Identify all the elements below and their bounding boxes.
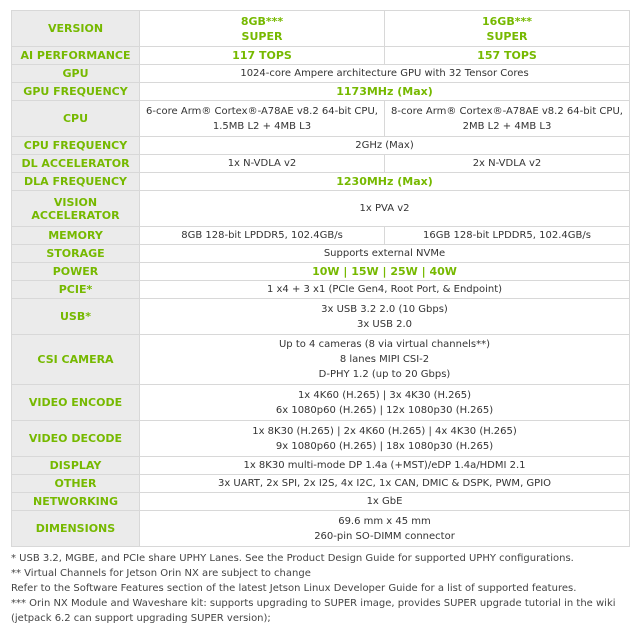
spec-row bbox=[12, 137, 630, 155]
footnote-line: * USB 3.2, MGBE, and PCIe share UPHY Lanes. See the Product Design Guide for supported UPHY configurations. bbox=[11, 553, 574, 564]
spec-value bbox=[140, 47, 385, 65]
spec-label: GPU bbox=[12, 65, 140, 83]
spec-label: VIDEO DECODE bbox=[12, 421, 140, 457]
spec-label: CPU bbox=[12, 101, 140, 137]
spec-value-line: 1x 8K30 multi-mode DP 1.4a (+MST)/eDP 1.4a/HDMI 2.1 bbox=[243, 460, 526, 471]
spec-label-line: ACCELERATOR bbox=[31, 208, 120, 222]
spec-row bbox=[12, 101, 630, 137]
spec-value-line: 69.6 mm x 45 mm bbox=[338, 515, 431, 527]
spec-label-line: VISION bbox=[53, 195, 98, 209]
spec-row bbox=[12, 227, 630, 245]
footnote-line: *** Orin NX Module and Waveshare kit: supports upgrading to SUPER image, provides SUPER upgrade tutorial in the wiki bbox=[11, 598, 616, 609]
spec-label: STORAGE bbox=[12, 245, 140, 263]
spec-label: CSI CAMERA bbox=[12, 335, 140, 385]
spec-value-line: 1x N-VDLA v2 bbox=[227, 158, 297, 169]
spec-value bbox=[140, 83, 630, 101]
spec-value-line: 157 TOPS bbox=[477, 49, 537, 62]
spec-value bbox=[140, 421, 630, 457]
spec-value-line: 3x UART, 2x SPI, 2x I2S, 4x I2C, 1x CAN, DMIC & DSPK, PWM, GPIO bbox=[217, 478, 552, 489]
spec-value bbox=[140, 281, 630, 299]
spec-value-line: 16GB 128-bit LPDDR5, 102.4GB/s bbox=[423, 230, 591, 241]
spec-row bbox=[12, 385, 630, 421]
spec-label: MEMORY bbox=[12, 227, 140, 245]
spec-value-line: D-PHY 1.2 (up to 20 Gbps) bbox=[318, 369, 451, 380]
spec-row bbox=[12, 83, 630, 101]
spec-row bbox=[12, 421, 630, 457]
spec-row bbox=[12, 173, 630, 191]
spec-row bbox=[12, 281, 630, 299]
spec-row bbox=[12, 191, 630, 227]
spec-row bbox=[12, 475, 630, 493]
spec-label: NETWORKING bbox=[12, 493, 140, 511]
spec-value bbox=[385, 47, 630, 65]
spec-label: USB* bbox=[12, 299, 140, 335]
spec-value bbox=[140, 227, 385, 245]
spec-label: VIDEO ENCODE bbox=[12, 385, 140, 421]
spec-row bbox=[12, 65, 630, 83]
spec-value bbox=[140, 173, 630, 191]
spec-label: DISPLAY bbox=[12, 457, 140, 475]
spec-value bbox=[140, 457, 630, 475]
spec-value bbox=[140, 65, 630, 83]
spec-value-line: 1024-core Ampere architecture GPU with 32 Tensor Cores bbox=[240, 68, 529, 79]
spec-label: POWER bbox=[12, 263, 140, 281]
spec-row bbox=[12, 47, 630, 65]
spec-value-line: 3x USB 3.2 2.0 (10 Gbps) bbox=[321, 303, 448, 315]
spec-value bbox=[140, 191, 630, 227]
spec-label: GPU FREQUENCY bbox=[12, 83, 140, 101]
spec-label: PCIE* bbox=[12, 281, 140, 299]
spec-value-line: 8GB 128-bit LPDDR5, 102.4GB/s bbox=[181, 230, 343, 241]
spec-value bbox=[140, 335, 630, 385]
spec-value-line: 1 x4 + 3 x1 (PCIe Gen4, Root Port, & Endpoint) bbox=[266, 284, 503, 295]
spec-label bbox=[12, 191, 140, 227]
spec-value bbox=[385, 11, 630, 47]
spec-value-line: 2x N-VDLA v2 bbox=[472, 158, 542, 169]
spec-value-line: 260-pin SO-DIMM connector bbox=[314, 530, 455, 542]
spec-value-line: 1173MHz (Max) bbox=[336, 85, 433, 98]
spec-value bbox=[140, 511, 630, 547]
spec-row bbox=[12, 457, 630, 475]
spec-value-line: 8GB*** bbox=[240, 14, 284, 28]
spec-value bbox=[140, 493, 630, 511]
spec-value bbox=[140, 263, 630, 281]
spec-value-line: 1x 8K30 (H.265) | 2x 4K60 (H.265) | 4x 4K30 (H.265) bbox=[252, 425, 517, 437]
spec-row bbox=[12, 263, 630, 281]
footnote-line: (jetpack 6.2 can support upgrading SUPER version); bbox=[11, 613, 271, 624]
spec-value-line: SUPER bbox=[241, 29, 283, 43]
spec-value-line: 9x 1080p60 (H.265) | 18x 1080p30 (H.265) bbox=[275, 440, 494, 452]
spec-value bbox=[385, 155, 630, 173]
spec-value-line: 6-core Arm® Cortex®-A78AE v8.2 64-bit CPU, bbox=[146, 105, 378, 117]
spec-row bbox=[12, 11, 630, 47]
spec-value-line: 1x GbE bbox=[366, 496, 403, 507]
footnotes bbox=[11, 551, 629, 626]
spec-label: CPU FREQUENCY bbox=[12, 137, 140, 155]
spec-value bbox=[140, 385, 630, 421]
spec-value-line: Up to 4 cameras (8 via virtual channels**) bbox=[278, 339, 491, 350]
spec-value-line: 6x 1080p60 (H.265) | 12x 1080p30 (H.265) bbox=[275, 404, 494, 416]
spec-row bbox=[12, 245, 630, 263]
spec-value bbox=[140, 11, 385, 47]
spec-value-line: 1230MHz (Max) bbox=[336, 175, 433, 188]
spec-row bbox=[12, 511, 630, 547]
spec-label: OTHER bbox=[12, 475, 140, 493]
spec-value bbox=[140, 299, 630, 335]
footnote-line: Refer to the Software Features section of the latest Jetson Linux Developer Guide for a list of supported features. bbox=[11, 583, 577, 594]
spec-label: VERSION bbox=[12, 11, 140, 47]
spec-value-line: 16GB*** bbox=[482, 14, 532, 28]
spec-value bbox=[140, 475, 630, 493]
spec-value bbox=[385, 227, 630, 245]
spec-value bbox=[385, 101, 630, 137]
spec-value-line: 2GHz (Max) bbox=[355, 140, 414, 151]
spec-row bbox=[12, 299, 630, 335]
spec-label: DLA FREQUENCY bbox=[12, 173, 140, 191]
spec-row bbox=[12, 155, 630, 173]
spec-row bbox=[12, 493, 630, 511]
spec-value-line: Supports external NVMe bbox=[323, 248, 446, 259]
spec-row bbox=[12, 335, 630, 385]
spec-value bbox=[140, 245, 630, 263]
spec-sheet bbox=[11, 10, 629, 626]
spec-value-line: 8-core Arm® Cortex®-A78AE v8.2 64-bit CPU, bbox=[391, 105, 623, 117]
spec-value-line: 2MB L2 + 4MB L3 bbox=[462, 120, 552, 132]
spec-value-line: 1.5MB L2 + 4MB L3 bbox=[212, 120, 312, 132]
spec-value-line: 8 lanes MIPI CSI-2 bbox=[339, 354, 430, 365]
spec-value-line: 10W | 15W | 25W | 40W bbox=[312, 265, 457, 278]
spec-value bbox=[140, 155, 385, 173]
footnote-line: ** Virtual Channels for Jetson Orin NX are subject to change bbox=[11, 568, 311, 579]
spec-label: AI PERFORMANCE bbox=[12, 47, 140, 65]
spec-value bbox=[140, 137, 630, 155]
spec-value-line: 1x 4K60 (H.265) | 3x 4K30 (H.265) bbox=[297, 389, 472, 401]
spec-value-line: 117 TOPS bbox=[232, 49, 292, 62]
spec-value-line: SUPER bbox=[486, 29, 528, 43]
spec-value-line: 3x USB 2.0 bbox=[356, 318, 413, 330]
spec-table bbox=[11, 10, 630, 547]
spec-value-line: 1x PVA v2 bbox=[359, 203, 410, 214]
spec-label: DL ACCELERATOR bbox=[12, 155, 140, 173]
spec-label: DIMENSIONS bbox=[12, 511, 140, 547]
spec-value bbox=[140, 101, 385, 137]
